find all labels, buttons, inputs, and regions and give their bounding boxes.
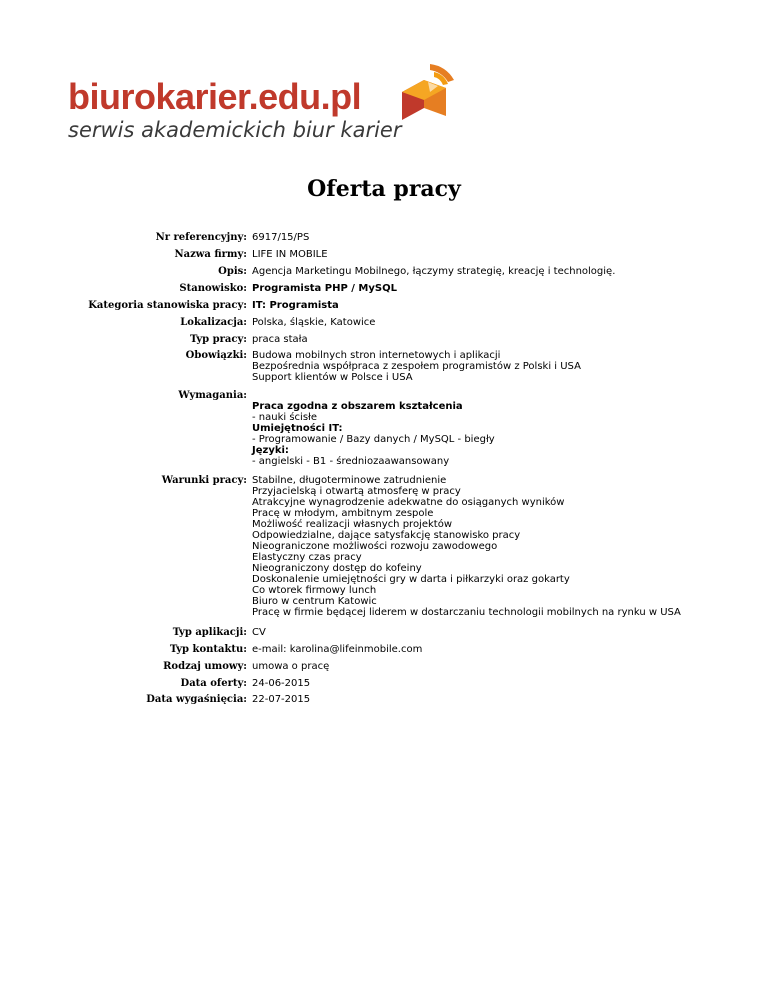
offer-date-label: Data oferty: — [180, 678, 247, 689]
education-heading: Praca zgodna z obszarem kształcenia — [252, 401, 463, 412]
conditions-line: Atrakcyjne wynagrodzenie adekwatne do osiąganych wyników — [252, 497, 565, 508]
site-logo — [62, 58, 482, 148]
duties-line: Budowa mobilnych stron internetowych i aplikacji — [252, 350, 501, 361]
description-value: Agencja Marketingu Mobilnego, łączymy strategię, kreację i technologię. — [252, 266, 616, 277]
it-skills-value: - Programowanie / Bazy danych / MySQL - biegły — [252, 434, 495, 445]
page-title: Oferta pracy — [307, 176, 461, 202]
education-value: - nauki ścisłe — [252, 412, 318, 423]
conditions-line: Elastyczny czas pracy — [252, 552, 362, 563]
location-label: Lokalizacja: — [180, 317, 247, 328]
position-value: Programista PHP / MySQL — [252, 283, 397, 294]
description-label: Opis: — [218, 266, 247, 277]
expiry-date-value: 22-07-2015 — [252, 694, 311, 705]
it-skills-heading: Umiejętności IT: — [252, 423, 343, 434]
category-value: IT: Programista — [252, 300, 339, 311]
contact-type-value: e-mail: karolina@lifeinmobile.com — [252, 644, 423, 655]
logo-mark-icon — [394, 58, 464, 128]
requirements-label: Wymagania: — [178, 390, 247, 401]
conditions-line: Nieograniczone możliwości rozwoju zawodowego — [252, 541, 498, 552]
duties-line: Bezpośrednia współpraca z zespołem programistów z Polski i USA — [252, 361, 581, 372]
application-type-value: CV — [252, 627, 266, 638]
offer-date-value: 24-06-2015 — [252, 678, 311, 689]
conditions-label: Warunki pracy: — [161, 475, 247, 486]
languages-value: - angielski - B1 - średniozaawansowany — [252, 456, 450, 467]
expiry-date-label: Data wygaśnięcia: — [146, 694, 247, 705]
conditions-line: Biuro w centrum Katowic — [252, 596, 377, 607]
duties-value — [252, 350, 752, 383]
languages-heading: Języki: — [252, 445, 289, 456]
conditions-line: Stabilne, długoterminowe zatrudnienie — [252, 475, 447, 486]
contract-type-label: Rodzaj umowy: — [163, 661, 247, 672]
category-label: Kategoria stanowiska pracy: — [88, 300, 247, 311]
duties-line: Support klientów w Polsce i USA — [252, 372, 413, 383]
location-value: Polska, śląskie, Katowice — [252, 317, 376, 328]
conditions-line: Możliwość realizacji własnych projektów — [252, 519, 452, 530]
conditions-line: Pracę w młodym, ambitnym zespole — [252, 508, 434, 519]
ref-value: 6917/15/PS — [252, 232, 310, 243]
requirements-value — [252, 401, 752, 467]
company-value: LIFE IN MOBILE — [252, 249, 328, 260]
conditions-line: Co wtorek firmowy lunch — [252, 585, 377, 596]
company-label: Nazwa firmy: — [174, 249, 247, 260]
position-label: Stanowisko: — [179, 283, 247, 294]
ref-label: Nr referencyjny: — [155, 232, 247, 243]
application-type-label: Typ aplikacji: — [172, 627, 247, 638]
job-type-label: Typ pracy: — [190, 334, 247, 345]
conditions-line: Przyjacielską i otwartą atmosferę w pracy — [252, 486, 461, 497]
conditions-value — [252, 475, 752, 618]
conditions-line: Odpowiedzialne, dające satysfakcję stanowisko pracy — [252, 530, 521, 541]
contract-type-value: umowa o pracę — [252, 661, 330, 672]
conditions-line: Doskonalenie umiejętności gry w darta i piłkarzyki oraz gokarty — [252, 574, 570, 585]
conditions-line: Nieograniczony dostęp do kofeiny — [252, 563, 422, 574]
duties-label: Obowiązki: — [185, 350, 247, 361]
logo-tagline: serwis akademickich biur karier — [68, 118, 402, 142]
job-type-value: praca stała — [252, 334, 308, 345]
contact-type-label: Typ kontaktu: — [169, 644, 247, 655]
logo-site-name: biurokarier.edu.pl — [68, 76, 362, 117]
conditions-line: Pracę w firmie będącej liderem w dostarczaniu technologii mobilnych na rynku w USA — [252, 607, 681, 618]
